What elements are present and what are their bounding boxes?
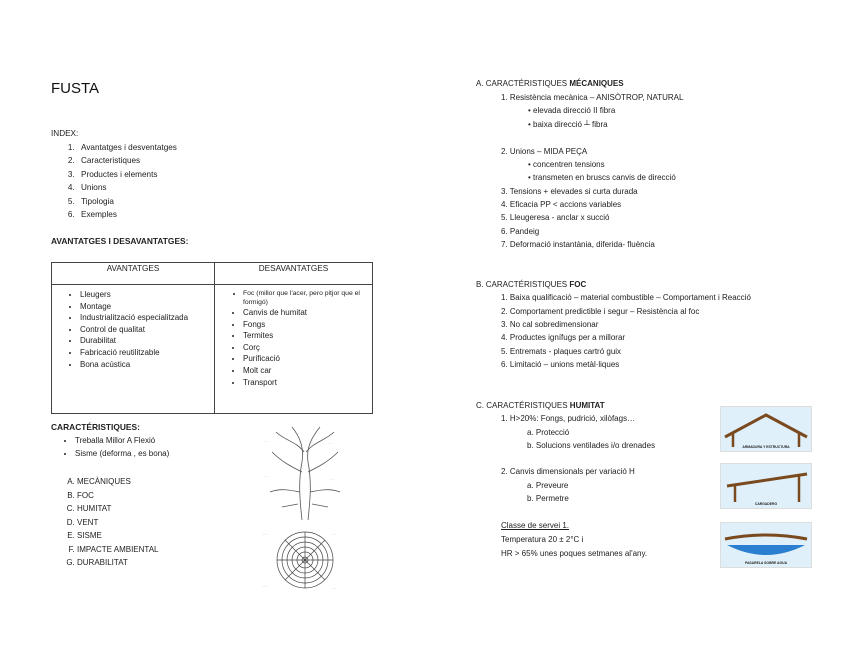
- mec-item: 7. Deformació instantània, diferida- fluència: [501, 240, 655, 249]
- roof-truss-image: [720, 406, 812, 452]
- footbridge-image: [720, 522, 812, 568]
- con-item: • Molt car: [243, 365, 372, 377]
- index-item: 3. Productes i elements: [77, 168, 251, 181]
- con-item: • Fongs: [243, 319, 372, 331]
- caract-bullet: • Treballa Millor A Flexió: [75, 434, 251, 447]
- hum-l1a: a. Protecció: [527, 428, 570, 437]
- index-item: 5. Tipologia: [77, 195, 251, 208]
- advantages-table: [51, 262, 373, 414]
- mec-l1: 1. Resistència mecànica – ANISÒTROP, NATURAL: [501, 93, 684, 102]
- con-item: • Corç: [243, 342, 372, 354]
- foc-item: 3. No cal sobredimensionar: [501, 320, 599, 329]
- table-header-cons: DESAVANTATGES: [215, 263, 373, 285]
- foc-heading: B. CARACTÉRISTIQUES FOC: [476, 280, 587, 289]
- pro-item: • Industrialització especialitzada: [80, 312, 214, 324]
- pro-item: • Fabricació reutilitzable: [80, 347, 214, 359]
- index-list: [51, 141, 251, 221]
- hum-l2b: b. Permetre: [527, 494, 569, 503]
- pro-item: • Lleugers: [80, 289, 214, 301]
- image-caption: CARGADERO: [754, 502, 778, 506]
- svg-text:·····: ·····: [330, 477, 335, 481]
- hum-l2a: a. Preveure: [527, 481, 569, 490]
- humidity: HR > 65% unes poques setmanes al'any.: [501, 549, 648, 558]
- con-item: • Termites: [243, 330, 372, 342]
- mec-l2b: • transmeten en bruscs canvis de direcció: [528, 173, 676, 182]
- svg-text:·····: ·····: [332, 586, 337, 590]
- index-item: 2. Caracteristiques: [77, 154, 251, 167]
- caract-item: G. DURABILITAT: [77, 556, 251, 570]
- service-class: Classe de servei 1.: [501, 521, 570, 530]
- hum-l1: 1. H>20%: Fongs, pudrició, xilòfags…: [501, 414, 636, 423]
- foc-item: 1. Baixa qualificació – material combustible – Comportament i Reacció: [501, 293, 751, 302]
- caract-list: [51, 475, 251, 570]
- pro-item: • Durabilitat: [80, 335, 214, 347]
- pros-cell: [52, 285, 215, 414]
- hum-heading: C. CARACTÉRISTIQUES HUMITAT: [476, 401, 605, 410]
- av-heading: AVANTATGES I DESAVANTATGES:: [51, 236, 189, 246]
- svg-text:·····: ·····: [328, 441, 333, 445]
- index-item: 6. Exemples: [77, 208, 251, 221]
- mec-l1b: • baixa direcció ┴ fibra: [528, 120, 608, 129]
- caract-bullet: • Sisme (deforma , es bona): [75, 447, 251, 460]
- page-title: FUSTA: [51, 80, 100, 97]
- temperature: Temperatura 20 ± 2°C i: [501, 535, 584, 544]
- mec-l2a: • concentren tensions: [528, 160, 605, 169]
- mec-l2: 2. Unions – MIDA PEÇA: [501, 147, 588, 156]
- svg-text:·····: ·····: [262, 584, 267, 588]
- index-item: 4. Unions: [77, 181, 251, 194]
- mec-item: 4. Eficacia PP < accions variables: [501, 200, 622, 209]
- mec-heading: A. CARACTÉRISTIQUES MÉCANIQUES: [476, 79, 624, 88]
- svg-text:·····: ·····: [332, 532, 337, 536]
- pro-item: • Montage: [80, 301, 214, 313]
- svg-text:·····: ·····: [262, 532, 267, 536]
- con-item: • Canvis de humitat: [243, 307, 372, 319]
- con-item: • Purificació: [243, 353, 372, 365]
- caract-bullets: [51, 434, 251, 461]
- con-item: • Foc (millor que l'acer, pero pitjor que el formigó): [243, 289, 372, 307]
- foc-item: 2. Comportament predictible i segur – Resistència al foc: [501, 307, 700, 316]
- caract-item: B. FOC: [77, 489, 251, 503]
- svg-text:·····: ·····: [264, 439, 269, 443]
- con-item: • Transport: [243, 377, 372, 389]
- caract-item: A. MECÀNIQUES: [77, 475, 251, 489]
- foc-item: 5. Entremats - plaques cartró guix: [501, 347, 622, 356]
- foc-item: 4. Productes ignífugs per a millorar: [501, 333, 626, 342]
- pro-item: • Bona acústica: [80, 359, 214, 371]
- caract-item: E. SISME: [77, 529, 251, 543]
- mec-item: 6. Pandeig: [501, 227, 540, 236]
- caract-item: C. HUMITAT: [77, 502, 251, 516]
- foc-item: 6. Limitació – unions metàl·liques: [501, 360, 620, 369]
- caract-item: F. IMPACTE AMBIENTAL: [77, 543, 251, 557]
- tree-sketch-image: [262, 422, 348, 522]
- hum-l1b: b. Solucions ventilades i/o drenades: [527, 441, 656, 450]
- mec-item: 3. Tensions + elevades si curta durada: [501, 187, 638, 196]
- image-caption: ARMADURA Y ESTRUCTURA: [742, 445, 790, 449]
- cons-cell: [215, 285, 373, 414]
- pro-item: • Control de qualitat: [80, 324, 214, 336]
- hum-l2: 2. Canvis dimensionals per variació H: [501, 467, 635, 476]
- index-item: 1. Avantatges i desventatges: [77, 141, 251, 154]
- mec-l1a: • elevada direcció II fibra: [528, 106, 616, 115]
- image-caption: PASARELA SOBRE AGUA: [744, 561, 788, 565]
- lintel-image: [720, 463, 812, 509]
- svg-text:·····: ·····: [264, 474, 269, 478]
- mec-item: 5. Lleugeresa - anclar x succió: [501, 213, 610, 222]
- caract-item: D. VENT: [77, 516, 251, 530]
- index-heading: INDEX:: [51, 129, 79, 138]
- table-header-pros: AVANTATGES: [52, 263, 215, 285]
- caract-heading: CARACTÉRISTIQUES:: [51, 422, 140, 432]
- trunk-section-image: [262, 527, 348, 593]
